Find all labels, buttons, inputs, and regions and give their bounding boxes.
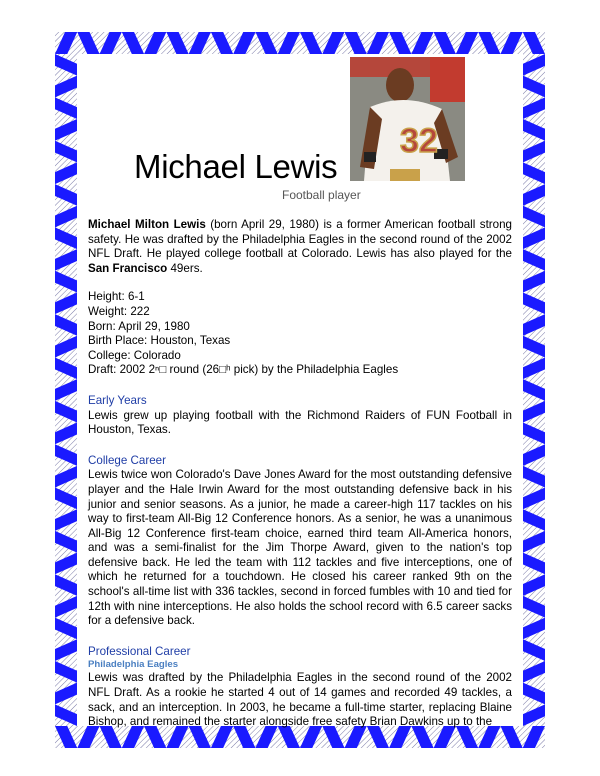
border-tile	[55, 336, 77, 358]
border-tile	[523, 574, 545, 596]
border-tile	[523, 401, 545, 423]
border-tile	[278, 32, 300, 54]
border-tile	[523, 704, 545, 726]
team-name: San Francisco	[88, 261, 168, 275]
intro-text: (born April 29, 1980) is a former American football strong safety. He was drafted by the Philadelphia Eagles in the second round of the 2002 NFL Draft. He played college football at Colorado. Lewis has also played for the	[88, 218, 512, 261]
border-tile	[367, 32, 389, 54]
border-tile	[456, 32, 478, 54]
border-tile	[523, 271, 545, 293]
intro-text-end: 49ers.	[167, 261, 203, 275]
border-tile	[55, 379, 77, 401]
border-tile	[255, 32, 277, 54]
border-tile	[389, 32, 411, 54]
professional-career-text: Lewis was drafted by the Philadelphia Eagles in the second round of the 2002 NFL Draft. As a rookie he started 4 out of 14 games and recorded 49 tackles, a sack, and an interception. In 2003, he became a full-time starter, replacing Blaine Bishop, and remained the starter alongside free safety Brian Dawkins up to the	[88, 671, 512, 729]
border-tile	[55, 596, 77, 618]
border-tile	[55, 162, 77, 184]
border-tile	[523, 141, 545, 163]
border-tile	[55, 618, 77, 640]
jersey-number: 32	[400, 122, 438, 160]
border-tile	[55, 206, 77, 228]
border-tile	[55, 227, 77, 249]
stat-born: Born: April 29, 1980	[88, 319, 190, 333]
player-stats	[88, 290, 512, 378]
border-tile	[55, 423, 77, 445]
college-career-text: Lewis twice won Colorado's Dave Jones Award for the most outstanding defensive player and the Hale Irwin Award for the most outstanding defensive back in his junior and senior seasons. As a junior, he made a career-high 117 tackles on his way to first-team All-Big 12 Conference honors. As a senior, he was a unanimous All-Big 12 Conference first-team choice, earned third team All-America honors, and was a semi-finalist for the Jim Thorpe Award, given to the nation's top defensive back. He led the team with 112 tackles and five interceptions, one of which he returned for a touchdown. He closed his career ranked 9th on the school's all-time list with 336 tackles, second in forced fumbles with 10 and tied for 12th with nine interceptions. He also holds the school record with 6.5 career sacks for a defensive back.	[88, 468, 512, 628]
border-tile	[55, 553, 77, 575]
border-tile	[523, 639, 545, 661]
border-tile	[434, 32, 456, 54]
border-tile	[523, 119, 545, 141]
border-tile	[523, 618, 545, 640]
border-tile	[523, 357, 545, 379]
subheading-philadelphia-eagles: Philadelphia Eagles	[88, 659, 179, 671]
border-tile	[55, 488, 77, 510]
heading-early-years: Early Years	[88, 393, 147, 407]
border-tile	[55, 292, 77, 314]
border-tile	[55, 466, 77, 488]
border-tile	[55, 704, 77, 726]
border-tile	[523, 553, 545, 575]
border-tile	[55, 661, 77, 683]
intro-paragraph	[88, 218, 512, 276]
border-tile	[523, 249, 545, 271]
border-tile	[523, 423, 545, 445]
border-tile	[55, 249, 77, 271]
border-tile	[166, 32, 188, 54]
border-tile	[523, 184, 545, 206]
early-years-text: Lewis grew up playing football with the Richmond Raiders of FUN Football in Houston, Texas.	[88, 408, 512, 437]
border-tile	[523, 596, 545, 618]
border-tile	[144, 32, 166, 54]
border-tile	[55, 97, 77, 119]
border-tile	[523, 54, 545, 76]
border-tile	[523, 314, 545, 336]
border-tile	[322, 32, 344, 54]
border-tile	[523, 292, 545, 314]
border-tile	[55, 531, 77, 553]
player-photo	[350, 57, 465, 181]
border-tile	[523, 227, 545, 249]
border-tile	[500, 32, 522, 54]
border-tile	[55, 271, 77, 293]
border-tile	[55, 314, 77, 336]
border-tile	[55, 401, 77, 423]
border-tile	[478, 32, 500, 54]
border-tile	[523, 379, 545, 401]
border-tile	[122, 32, 144, 54]
heading-professional-career: Professional Career	[88, 644, 191, 658]
border-tile	[300, 32, 322, 54]
border-tile	[523, 661, 545, 683]
border-tile	[233, 32, 255, 54]
border-tile	[523, 336, 545, 358]
stat-weight: Weight: 222	[88, 304, 150, 318]
border-tile	[55, 683, 77, 705]
stat-college: College: Colorado	[88, 348, 181, 362]
full-name: Michael Milton Lewis	[88, 218, 206, 231]
article-body	[88, 218, 512, 730]
border-tile	[55, 574, 77, 596]
border-tile	[523, 162, 545, 184]
border-tile	[55, 141, 77, 163]
page-title: Michael Lewis	[134, 148, 338, 185]
border-tile	[345, 32, 367, 54]
border-tile	[55, 76, 77, 98]
border-tile	[523, 488, 545, 510]
stat-draft: Draft: 2002 2ⁿ□ round (26□ʰ pick) by the Philadelphia Eagles	[88, 363, 399, 377]
border-tile	[55, 444, 77, 466]
border-tile	[523, 32, 545, 54]
border-tile	[523, 466, 545, 488]
border-tile	[523, 683, 545, 705]
stat-birth-place: Birth Place: Houston, Texas	[88, 334, 231, 348]
border-tile	[189, 32, 211, 54]
border-tile	[523, 726, 545, 748]
stat-height: Height: 6-1	[88, 290, 145, 304]
border-tile	[55, 726, 77, 748]
border-tile	[523, 509, 545, 531]
border-tile	[100, 32, 122, 54]
border-tile	[523, 76, 545, 98]
border-tile	[55, 509, 77, 531]
border-tile	[55, 639, 77, 661]
border-tile	[523, 97, 545, 119]
border-tile	[55, 184, 77, 206]
border-tile	[211, 32, 233, 54]
border-tile	[411, 32, 433, 54]
border-tile	[77, 32, 99, 54]
border-tile	[523, 531, 545, 553]
heading-college-career: College Career	[88, 453, 166, 467]
border-tile	[55, 357, 77, 379]
border-tile	[523, 206, 545, 228]
border-tile	[55, 54, 77, 76]
border-tile	[55, 119, 77, 141]
border-tile	[523, 444, 545, 466]
page-subtitle: Football player	[282, 188, 361, 202]
border-tile	[55, 32, 77, 54]
